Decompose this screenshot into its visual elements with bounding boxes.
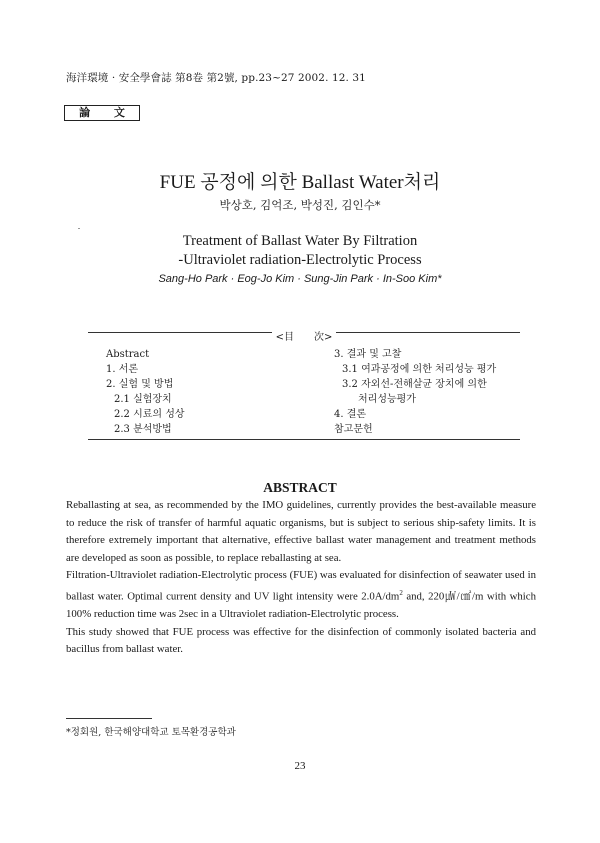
- unit-superscript: 2: [399, 588, 403, 597]
- abstract-paragraph-2-part-1: Filtration-Ultraviolet radiation-Electrolytic process (FUE) was evaluated for disinfection of seawater used in ballast water. Optimal current density and UV light intensity were 2.0A/dm: [66, 569, 536, 603]
- toc-title: <目 次>: [272, 332, 337, 343]
- page-number: 23: [294, 760, 306, 772]
- title-english-line-2: -Ultraviolet radiation-Electrolytic Process: [178, 252, 422, 268]
- toc-item: 2.3 분석방법: [114, 424, 172, 435]
- abstract-paragraph-2: [66, 567, 536, 623]
- toc-item: 참고문헌: [334, 424, 373, 435]
- authors-english: Sang-Ho Park · Eog-Jo Kim · Sung-Jin Park · In-Soo Kim*: [158, 273, 442, 285]
- toc-item: Abstract: [106, 349, 150, 360]
- toc-right-column: [334, 347, 496, 437]
- abstract-body: [66, 497, 536, 659]
- toc-left-column: [106, 347, 185, 437]
- footnote-divider: [66, 718, 152, 719]
- title-english-line-1: Treatment of Ballast Water By Filtration: [182, 233, 418, 249]
- abstract-paragraph-3: This study showed that FUE process was effective for the disinfection of commonly isolated bacteria and bacillus from ballast water.: [66, 625, 536, 656]
- abstract-paragraph-1: Reballasting at sea, as recommended by the IMO guidelines, currently provides the best-available measure to reduce the risk of transfer of harmful aquatic organisms, but is subject to serious ship-safety limits. It is therefore extremely important that alternative, effective ballast water management and treatment methods are developed as soon as possible, to replace reballasting at sea.: [66, 499, 536, 564]
- toc-item: 3.1 여과공정에 의한 처리성능 평가: [342, 364, 497, 375]
- abstract-heading: ABSTRACT: [263, 480, 337, 495]
- toc-item: 2. 실험 및 방법: [106, 379, 174, 390]
- article-category-badge: 論 文: [64, 105, 140, 121]
- scan-speck: [78, 228, 80, 229]
- title-english: [0, 232, 600, 270]
- title-korean: FUE 공정에 의한 Ballast Water처리: [159, 172, 441, 193]
- toc-item: 3. 결과 및 고찰: [334, 349, 402, 360]
- journal-citation: 海洋環境 · 安全學會誌 第8卷 第2號, pp.23~27 2002. 12. 31: [66, 72, 366, 84]
- toc-item: 4. 결론: [334, 409, 367, 420]
- toc-item: 1. 서론: [106, 364, 139, 375]
- toc-item: 2.2 시료의 성상: [114, 409, 185, 420]
- toc-item: 3.2 자외선-전해살균 장치에 의한: [342, 379, 487, 390]
- abstract-paragraph-2-part-2: and, 220㎼/㎠/m with which 100% reduction time was 2sec in a Ultraviolet radiation-Electrolytic process.: [66, 590, 536, 621]
- toc-item: 2.1 실험장치: [114, 394, 172, 405]
- authors-korean: 박상호, 김억조, 박성진, 김인수*: [219, 198, 381, 212]
- table-of-contents: [88, 332, 520, 440]
- toc-item: 처리성능평가: [358, 394, 416, 405]
- author-affiliation-footnote: *정회원, 한국해양대학교 토목환경공학과: [66, 727, 236, 738]
